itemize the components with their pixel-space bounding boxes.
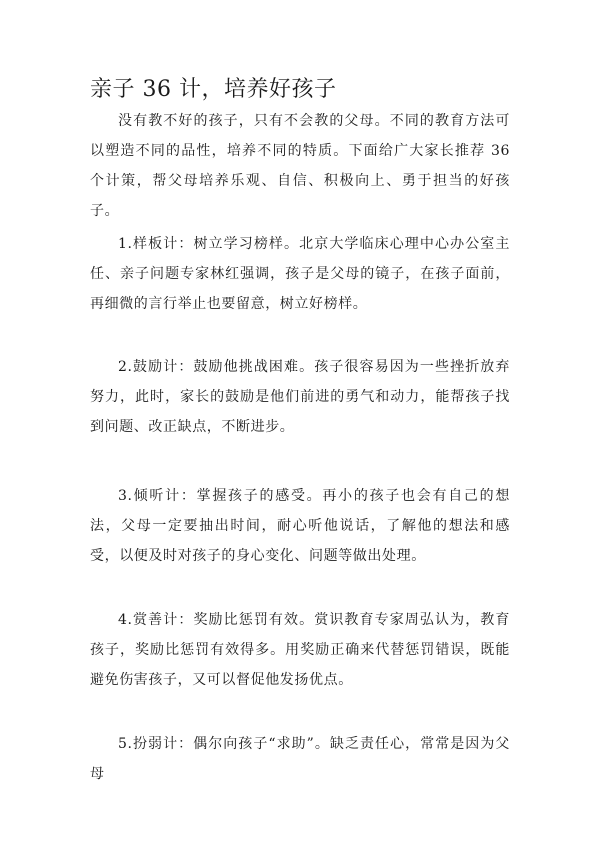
tip-paragraph-2: 2.鼓励计：鼓励他挑战困难。孩子很容易因为一些挫折放弃努力，此时，家长的鼓励是他们前进的勇气和动力，能帮孩子找到问题、改正缺点，不断进步。 bbox=[90, 359, 510, 435]
tip-paragraph-4: 4.赏善计：奖励比惩罚有效。赏识教育专家周弘认为，教育孩子，奖励比惩罚有效得多。用奖励正确来代替惩罚错误，既能避免伤害孩子，又可以督促他发扬优点。 bbox=[90, 612, 510, 688]
document-title: 亲子 36 计，培养好孩子 bbox=[90, 77, 337, 102]
tip-paragraph-1: 1.样板计：树立学习榜样。北京大学临床心理中心办公室主任、亲子问题专家林红强调，孩子是父母的镜子，在孩子面前，再细微的言行举止也要留意，树立好榜样。 bbox=[90, 236, 510, 312]
intro-paragraph: 没有教不好的孩子，只有不会教的父母。不同的教育方法可以塑造不同的品性，培养不同的特质。下面给广大家长推荐 36 个计策，帮父母培养乐观、自信、积极向上、勇于担当的好孩子。 bbox=[90, 113, 510, 219]
tip-paragraph-5: 5.扮弱计：偶尔向孩子“求助”。缺乏责任心，常常是因为父母 bbox=[90, 736, 510, 782]
tip-paragraph-3: 3.倾听计：掌握孩子的感受。再小的孩子也会有自己的想法，父母一定要抽出时间，耐心听他说话，了解他的想法和感受，以便及时对孩子的身心变化、问题等做出处理。 bbox=[90, 488, 510, 564]
